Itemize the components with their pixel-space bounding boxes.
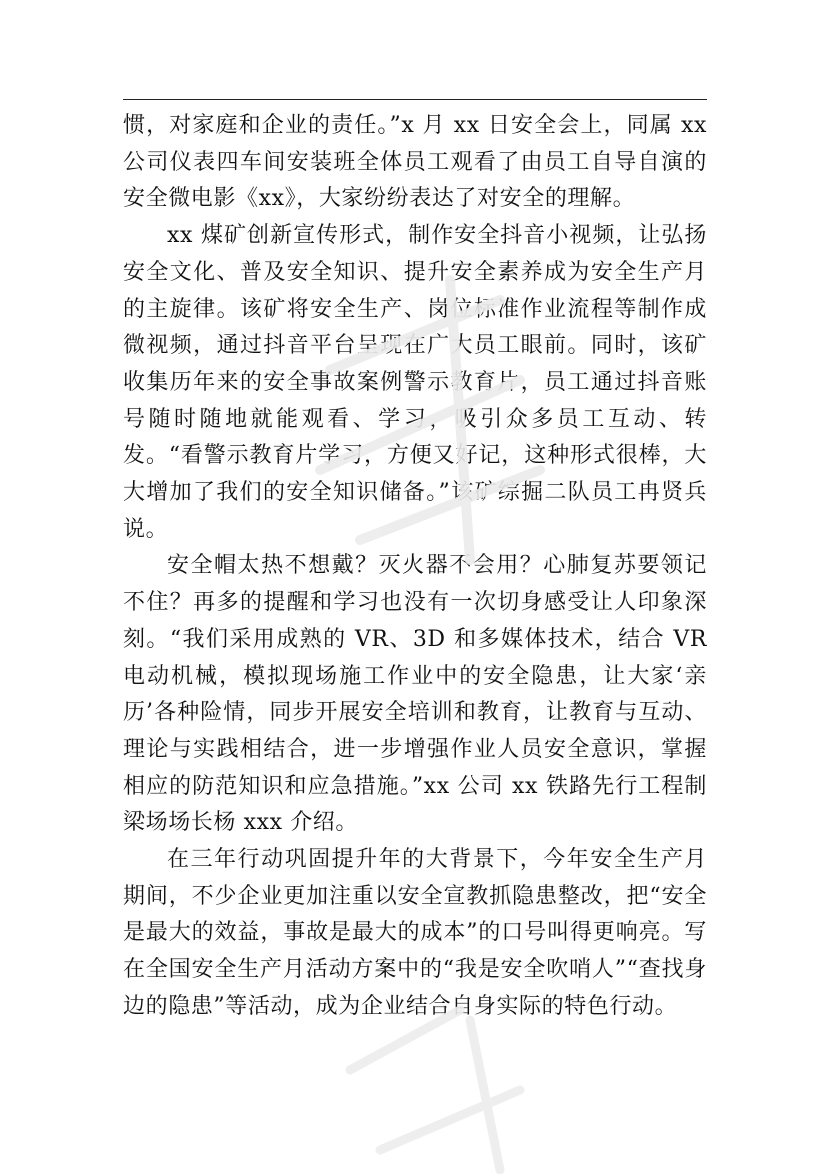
paragraph-2: xx 煤矿创新宣传形式，制作安全抖音小视频，让弘扬安全文化、普及安全知识、提升安全素养成为安全生产月的主旋律。该矿将安全生产、岗位标准作业流程等制作成微视频，通过抖音平台呈现在广大员工眼前。同时，该矿收集历年来的安全事故案例警示教育片，员工通过抖音账号随时随地就能观看、学习，吸引众多员工互动、转发。“看警示教育片学习，方便又好记，这种形式很棒，大大增加了我们的安全知识储备。”该矿综掘二队员工冉贤兵说。 xyxy=(123,223,707,542)
header-rule xyxy=(123,99,707,100)
body-text xyxy=(123,108,707,1026)
paragraph-1: 惯，对家庭和企业的责任。”x 月 xx 日安全会上，同属 xx 公司仪表四车间安装班全体员工观看了由员工自导自演的安全微电影《xx》，大家纷纷表达了对安全的理解。 xyxy=(123,113,707,212)
paragraph-4: 在三年行动巩固提升年的大背景下，今年安全生产月期间，不少企业更加注重以安全宣教抓隐患整改，把“安全是最大的效益，事故是最大的成本”的口号叫得更响亮。写在全国安全生产月活动方案中的“我是安全吹哨人”“查找身边的隐患”等活动，成为企业结合自身实际的特色行动。 xyxy=(123,847,707,1019)
paragraph-3: 安全帽太热不想戴？灭火器不会用？心肺复苏要领记不住？再多的提醒和学习也没有一次切身感受让人印象深刻。“我们采用成熟的 VR、3D 和多媒体技术，结合 VR 电动机械，模拟现场施工作业中的安全隐患，让大家‘亲历’各种险情，同步开展安全培训和教育，让教育与互动、理论与实践相结合，进一步增强作业人员安全意识，掌握相应的防范知识和应急措施。”xx 公司 xx 铁路先行工程制梁场场长杨 xxx 介绍。 xyxy=(123,553,707,836)
